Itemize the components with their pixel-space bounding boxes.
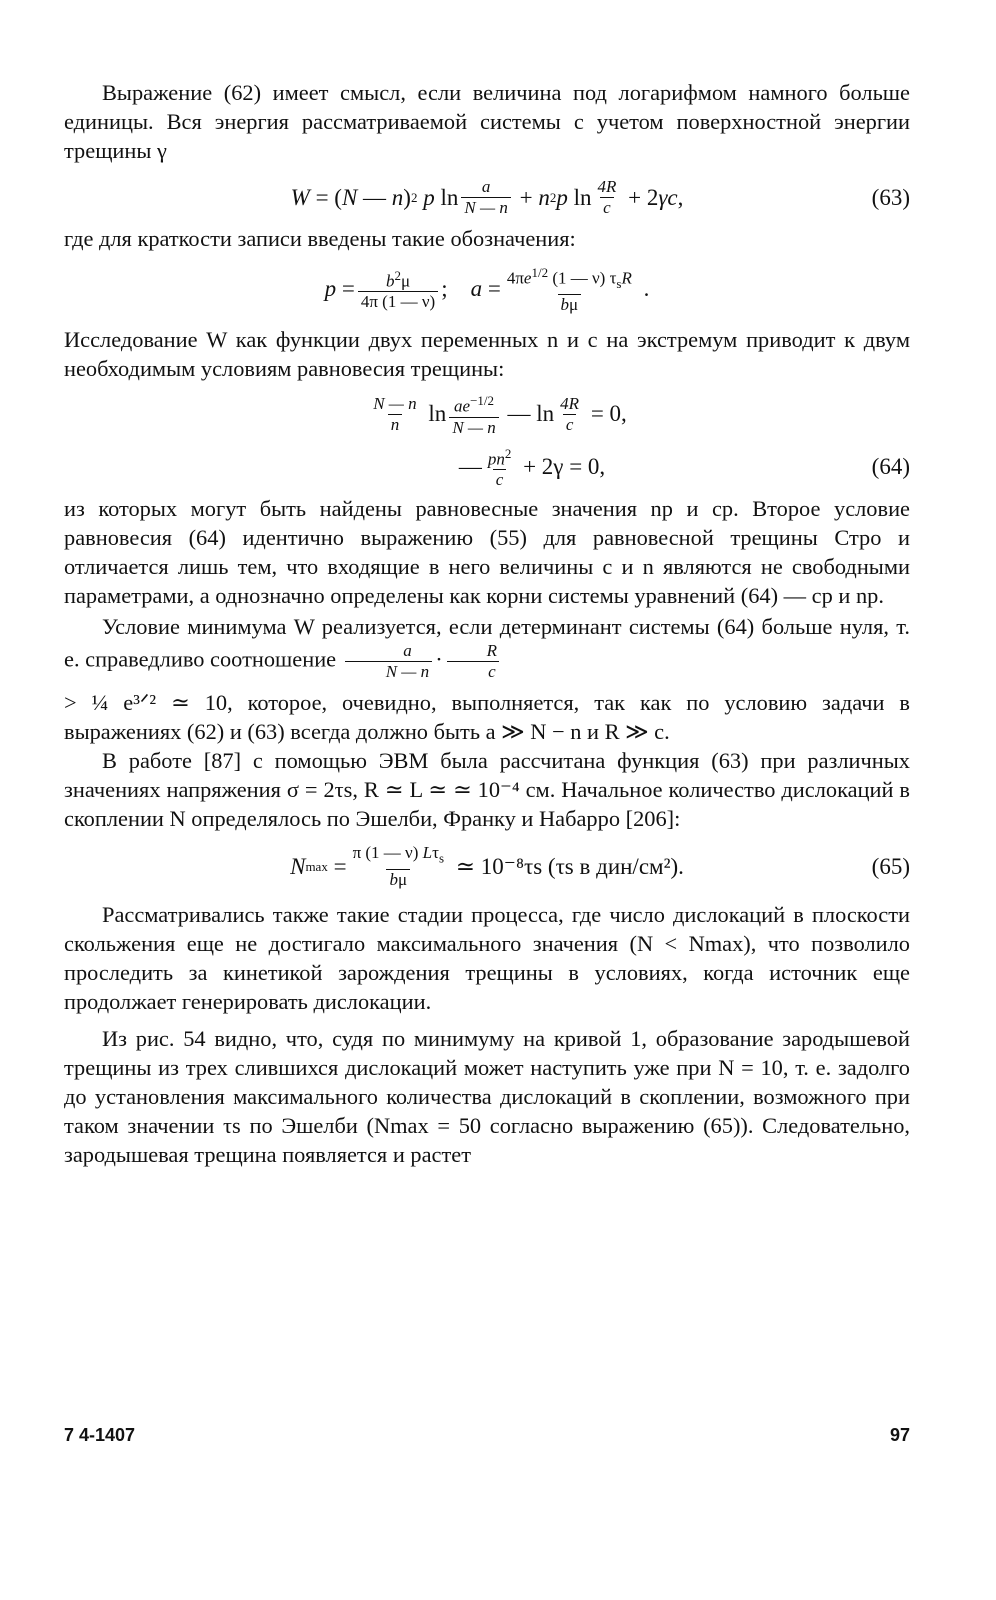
page-number: 97: [889, 1425, 910, 1445]
paragraph-5a-text: Условие минимума W реализуется, если детерминант системы (64) больше нуля, т. е. справедливо соотношение: [64, 614, 910, 672]
paragraph-4: из которых могут быть найдены равновесные значения nр и cр. Второе условие равновесия (64) идентично выражению (55) для равновесной трещины Стро и отличается лишь тем, что входящие в него величины c и n являются не свободными параметрами, а однозначно определены как корни системы уравнений (64) — cр и nр.: [64, 496, 910, 609]
equation-65: N max = $\frac{\pi (1 — \nu) L\tau_s}{b\mu}$ ≃ 10⁻⁸τs (τs в дин/см²). (65): [290, 843, 910, 889]
paragraph-6: В работе [87] с помощью ЭВМ была рассчитана функция (63) при различных значениях напряжения σ = 2τs, R ≃ L ≃ ≃ 10⁻⁴ см. Начальное количество дислокаций в скоплении N определялось по Эшелби, Франку и Набарро [206]:: [64, 748, 910, 832]
equation-64: $\frac{N — n}{n}$ ln $\frac{ae^{-1/2}}{N — n}$ — ln $\frac{4R}{c}$ = 0, — $\frac{pn^2}{c}$ + 2γ = 0, (64): [373, 393, 910, 490]
paragraph-5b: > ¼ e³ᐟ² ≃ 10, которое, очевидно, выполняется, так как по условию задачи в выражениях (62) и (63) всегда должно быть a ≫ N − n и R ≫ c.: [64, 690, 910, 745]
paragraph-3: Исследование W как функции двух переменных n и c на экстремум приводит к двум необходимым условиям равновесия трещины:: [64, 327, 910, 382]
paragraph-2: где для краткости записи введены такие обозначения:: [64, 226, 576, 251]
equation-64-number: (64): [871, 454, 910, 480]
paragraph-5a: Условие минимума W реализуется, если детерминант системы (64) больше нуля, т. е. справедливо соотношение $\frac{a}{N — n}$ · $\frac{R}{c}$: [64, 614, 910, 682]
paragraph-1: Выражение (62) имеет смысл, если величина под логарифмом намного больше единицы. Вся энергия рассматриваемой системы с учетом поверхностной энергии трещины γ: [64, 80, 910, 163]
paragraph-8: Из рис. 54 видно, что, судя по минимуму на кривой 1, образование зародышевой трещины из трех слившихся дислокаций может наступить уже при N = 10, т. е. задолго до установления максимального количества дислокаций в скоплении, возможного при таком значении τs по Эшелби (Nmax = 50 согласно выражению (65)). Следовательно, зародышевая трещина появляется и растет: [64, 1025, 910, 1167]
page-body: [64, 78, 910, 1169]
paragraph-7: Рассматривались также такие стадии процесса, где число дислокаций в плоскости скольжения еще не достигало максимального значения (N < Nmax), что позволило проследить за кинетикой зарождения трещины в условиях, когда источник еще продолжает генерировать дислокации.: [64, 901, 910, 1014]
equation-65-tail: ≃ 10⁻⁸τs (τs в дин/см²).: [455, 853, 684, 879]
equation-63-number: (63): [871, 184, 910, 210]
printer-signature: 7 4-1407: [64, 1425, 136, 1445]
equation-63: W = ( N — n ) 2 p ln $\frac{a}{N — n}$ + n 2 p ln $\frac{4R}{c}$ + 2 γc , (63): [290, 177, 910, 217]
equation-65-number: (65): [871, 853, 910, 879]
definitions-p-a: p = $\frac{b^2\mu}{4\pi (1 — \nu)}$ ; a = $\frac{4\pi e^{1/2} (1 — \nu) \tau_sR}{b\mu}$ .: [324, 265, 650, 315]
